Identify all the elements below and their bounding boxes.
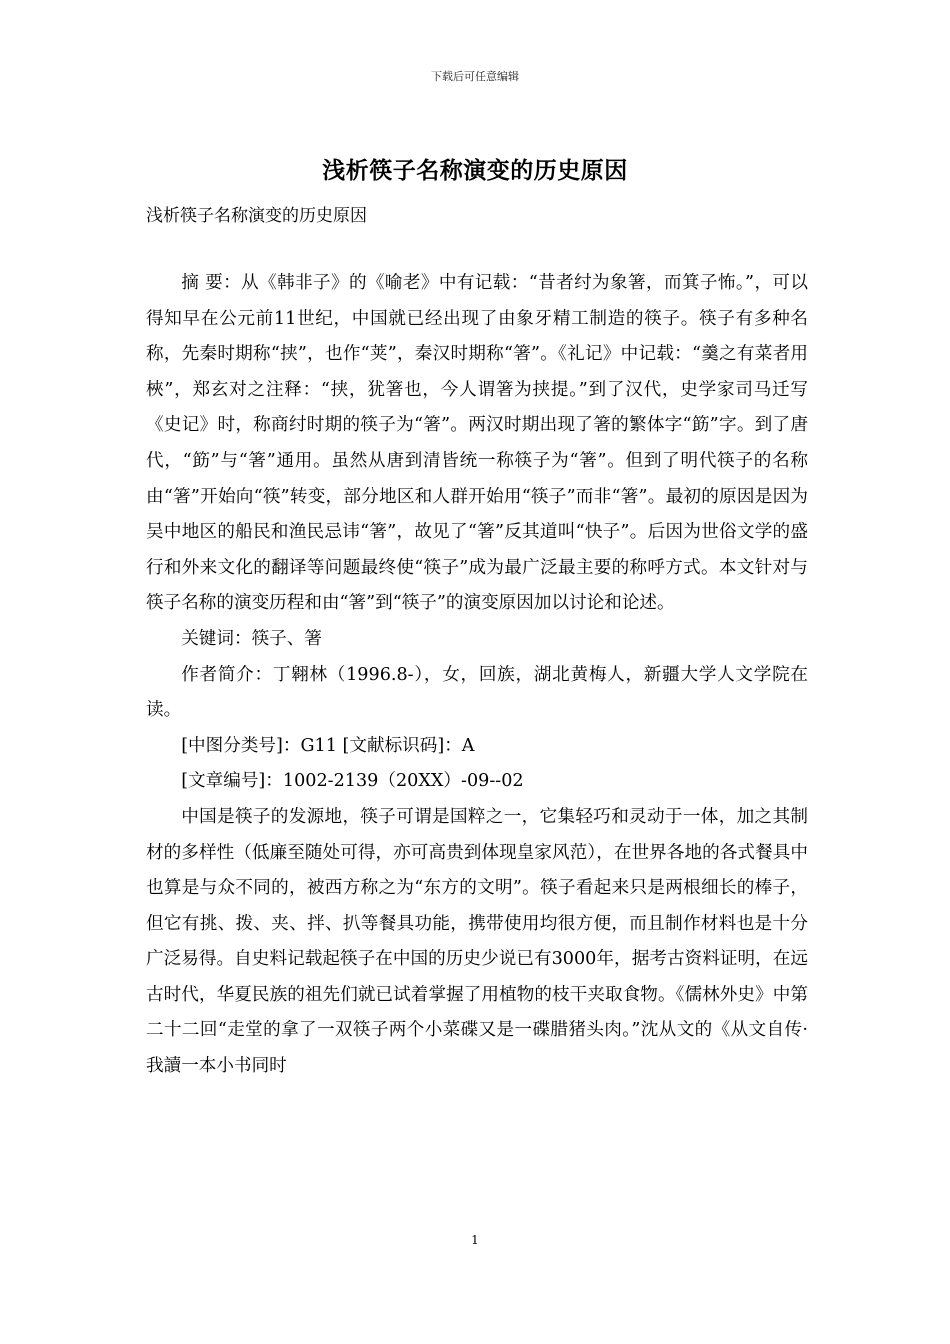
page-number: 1 — [471, 1233, 479, 1247]
document-body — [146, 266, 808, 1085]
abstract-paragraph: 摘 要：从《韩非子》的《喻老》中有记载：“昔者纣为象箸，而箕子怖。”，可以得知早在公元前11世纪，中国就已经出现了由象牙精工制造的筷子。筷子有多种名称，先秦时期称“挟”，也作“荚”，秦汉时期称“箸”。《礼记》中记载：“羹之有菜者用梜”，郑玄对之注释：“挟，犹箸也，今人谓箸为挟提。”到了汉代，史学家司马迁写《史记》时，称商纣时期的筷子为“箸”。两汉时期出现了箸的繁体字“筯”字。到了唐代，“筯”与“箸”通用。虽然从唐到清皆统一称筷子为“箸”。但到了明代筷子的名称由“箸”开始向“筷”转变，部分地区和人群开始用“筷子”而非“箸”。最初的原因是因为吴中地区的船民和渔民忌讳“箸”，故见了“箸”反其道叫“快子”。后因为世俗文学的盛行和外来文化的翻译等问题最终使“筷子”成为最广泛最主要的称呼方式。本文针对与筷子名称的演变历程和由“箸”到“筷子”的演变原因加以讨论和论述。 — [146, 273, 808, 614]
intro-paragraph: 中国是筷子的发源地，筷子可谓是国粹之一，它集轻巧和灵动于一体，加之其制材的多样性（低廉至随处可得，亦可高贵到体现皇家风范），在世界各地的各式餐具中也算是与众不同的，被西方称之为“东方的文明”。筷子看起来只是两根细长的棒子，但它有挑、拨、夹、拌、扒等餐具功能，携带使用均很方便，而且制作材料也是十分广泛易得。自史料记载起筷子在中国的历史少说已有3000年，据考古资料证明，在远古时代，华夏民族的祖先们就已试着掌握了用植物的枝干夹取食物。《儒林外史》中第二十二回“走堂的拿了一双筷子两个小菜碟又是一碟腊猪头肉。”沈从文的《从文自传·我讀一本小书同时 — [146, 806, 808, 1077]
document-subtitle: 浅析筷子名称演变的历史原因 — [146, 206, 367, 226]
author-paragraph: 作者简介：丁翱林（1996.8-），女，回族，湖北黄梅人，新疆大学人文学院在读。 — [146, 664, 808, 721]
classification-paragraph: [中图分类号]：G11 [文献标识码]：A — [181, 735, 475, 756]
page-header: 下载后可任意编辑 — [431, 70, 519, 83]
article-number-paragraph: [文章编号]：1002-2139（20XX）-09--02 — [181, 771, 524, 792]
keywords-paragraph: 关键词：筷子、箸 — [181, 628, 322, 649]
document-title: 浅析筷子名称演变的历史原因 — [322, 157, 628, 184]
